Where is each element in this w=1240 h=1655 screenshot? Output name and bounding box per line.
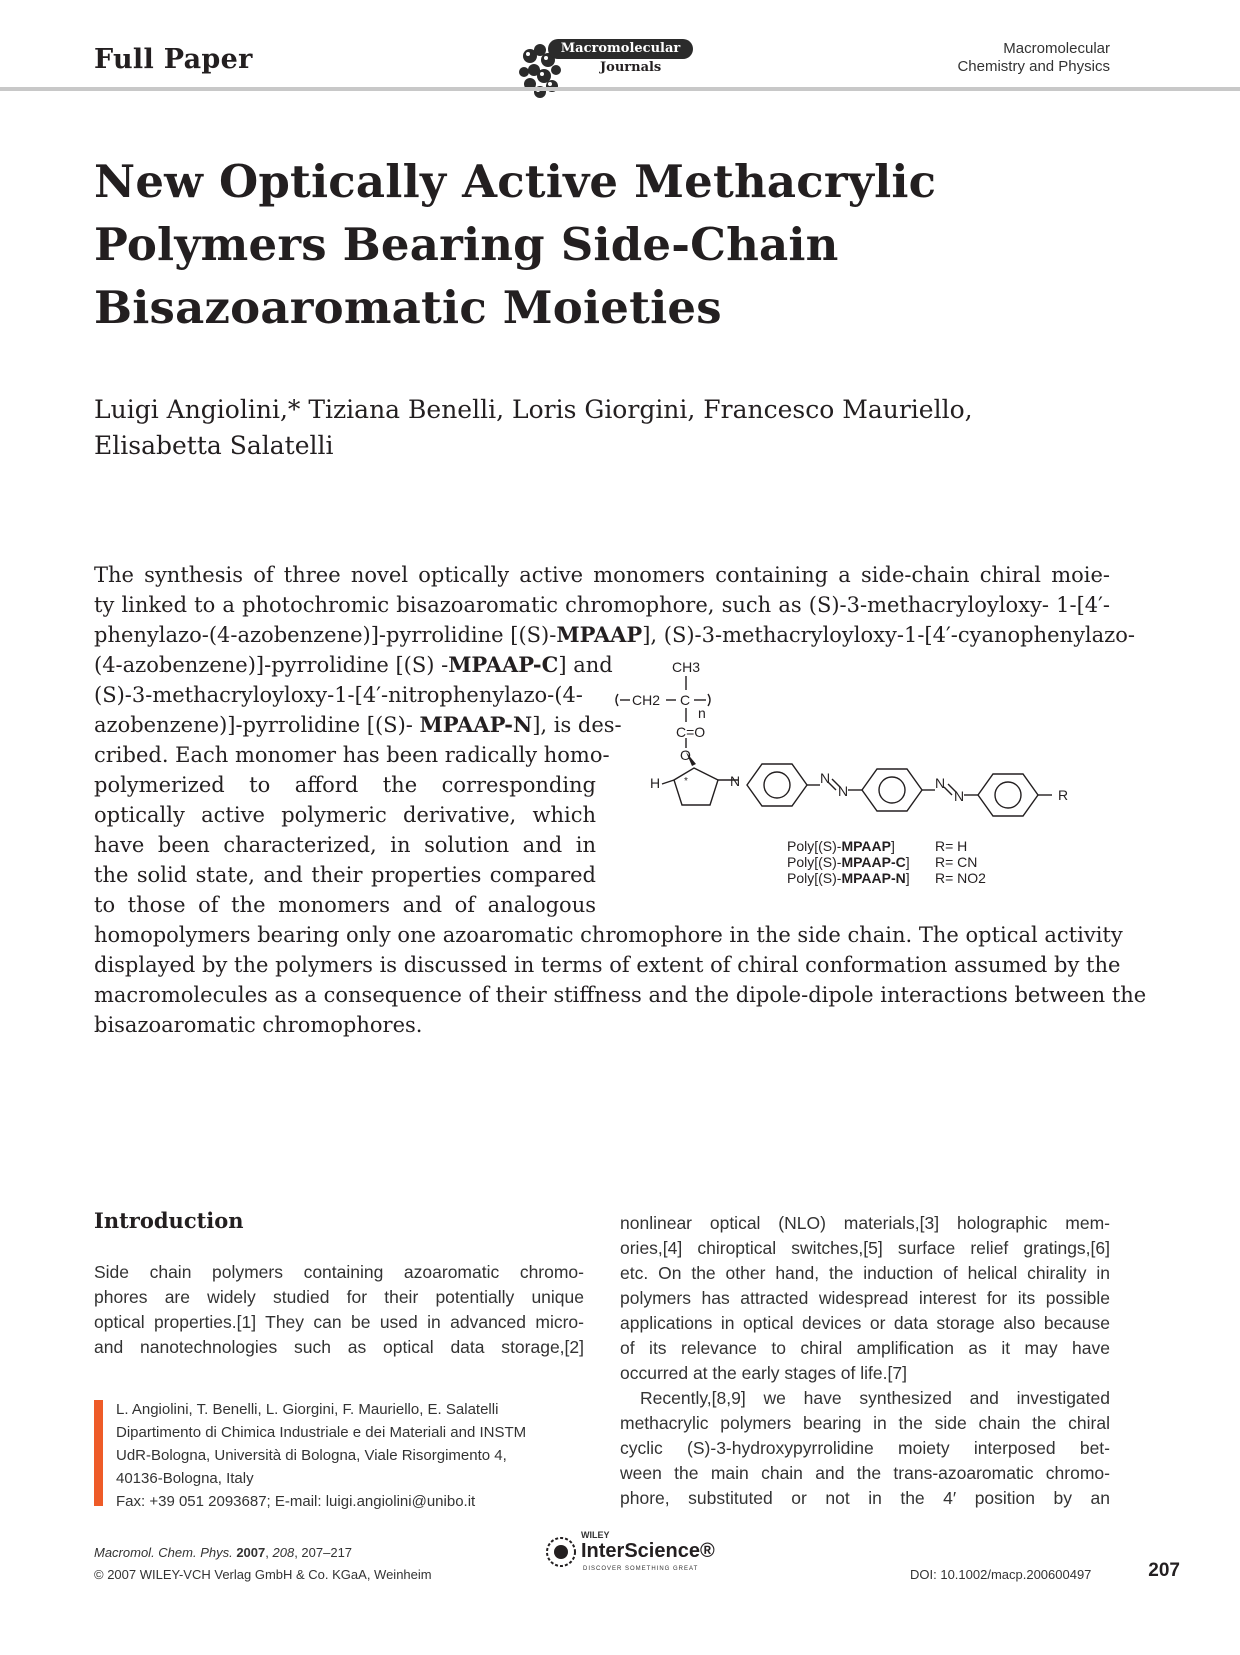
abstract-line: macromolecules as a consequence of their stiffness and the dipole-dipole interactions between the [94,983,1147,1007]
abstract-line: ty linked to a photochromic bisazoaromatic chromophore, such as (S)-3-methacryloyloxy- 1-[4′- [94,593,1110,617]
authors-line2: Elisabetta Salatelli [94,431,334,460]
abstract-line: (S)-3-methacryloyloxy-1-[4′-nitrophenylazo-(4- [94,683,583,707]
logo-title: Macromolecular [548,39,693,59]
abstract-line: azobenzene)]-pyrrolidine [(S)- MPAAP-N], is des- [94,712,622,737]
abstract-line: optically active polymeric derivative, which [94,803,596,827]
body-line: and nanotechnologies such as optical data storage,[2] [94,1337,584,1357]
affiliation-accent-bar [94,1400,103,1506]
publisher-small: WILEY [581,1530,610,1540]
azo-n2-label: N [838,783,849,799]
azo-n3-label: N [935,775,946,791]
body-line: ween the main chain and the trans-azoaromatic chromo- [620,1463,1110,1483]
carbonyl-label: C=O [676,724,706,740]
body-line: cyclic (S)-3-hydroxypyrrolidine moiety interposed bet- [620,1438,1110,1458]
abstract-line: displayed by the polymers is discussed in terms of extent of chiral conformation assumed by the [94,953,1121,977]
section-label: Full Paper [94,44,253,75]
abstract-line: polymerized to afford the corresponding [94,773,596,797]
repeat-n-label: n [698,705,706,721]
body-line: applications in optical devices or data storage also because [620,1313,1110,1333]
body-line: phore, substituted or not in the 4′ position by an [620,1488,1110,1508]
affiliation-city: 40136-Bologna, Italy [116,1470,254,1487]
ester-oxygen-label: O [680,747,691,763]
publisher-name: InterScience® [581,1540,715,1562]
polymer-label-row: Poly[(S)-MPAAP-C] R= CN [787,854,978,870]
affiliation-contact: Fax: +39 051 2093687; E-mail: luigi.angiolini@unibo.it [116,1493,476,1510]
abstract-line: bisazoaromatic chromophores. [94,1013,423,1037]
paper-title: New Optically Active Methacrylic Polymers Bearing Side-Chain Bisazoaromatic Moieties [94,155,937,334]
abstract-line: cribed. Each monomer has been radically homo- [94,743,610,767]
journal-name [957,40,1110,76]
affiliation-department: Dipartimento di Chimica Industriale e dei Materiali and INSTM [116,1424,527,1441]
polymer-label-row: Poly[(S)-MPAAP] R= H [787,838,968,854]
substituent-r-label: R [1058,787,1069,803]
body-line: methacrylic polymers bearing in the side chain the chiral [620,1413,1110,1433]
ring-nitrogen-label: N [730,773,741,789]
author-list [94,392,1154,464]
abstract-line: (4-azobenzene)]-pyrrolidine [(S) -MPAAP-C] and [94,652,613,677]
polymer-label-row: Poly[(S)-MPAAP-N] R= NO2 [787,870,986,886]
azo-n4-label: N [954,788,965,804]
body-line: polymers has attracted widespread interest for its possible [620,1288,1110,1308]
affiliation-address: UdR-Bologna, Università di Bologna, Viale Risorgimento 4, [116,1447,507,1464]
body-line: ories,[4] chiroptical switches,[5] surface relief gratings,[6] [620,1238,1110,1258]
hydrogen-label: H [650,775,661,791]
stereocenter-label: * [684,776,688,787]
abstract-line: phenylazo-(4-azobenzene)]-pyrrolidine [(S)-MPAAP], (S)-3-methacryloyloxy-1-[4′-cyanophenylazo- [94,622,1135,647]
body-line: Recently,[8,9] we have synthesized and investigated [640,1388,1110,1408]
section-heading-introduction: Introduction [94,1208,244,1233]
citation: Macromol. Chem. Phys. 2007, 208, 207–217 [94,1545,353,1560]
body-line: phores are widely studied for their potentially unique [94,1287,584,1307]
globe-icon [543,1534,579,1570]
doi: DOI: 10.1002/macp.200600497 [910,1567,1092,1582]
logo-subtitle: Journals [600,60,662,75]
publisher-logo [543,1530,733,1580]
azo-n1-label: N [820,770,831,786]
affiliation-authors: L. Angiolini, T. Benelli, L. Giorgini, F. Mauriello, E. Salatelli [116,1401,499,1418]
copyright: © 2007 WILEY-VCH Verlag GmbH & Co. KGaA, Weinheim [94,1567,432,1582]
abstract-line: have been characterized, in solution and in [94,833,596,857]
abstract-line: The synthesis of three novel optically active monomers containing a side-chain chiral moie- [94,563,1110,587]
publisher-tagline: DISCOVER SOMETHING GREAT [583,1566,699,1572]
methyl-label: CH3 [672,660,701,675]
journal-name-line1: Macromolecular [1003,40,1110,57]
authors-line1: Luigi Angiolini,* Tiziana Benelli, Loris Giorgini, Francesco Mauriello, [94,395,973,424]
journal-name-line2: Chemistry and Physics [957,58,1110,75]
abstract-line: homopolymers bearing only one azoaromatic chromophore in the side chain. The optical activity [94,923,1123,947]
body-line: Side chain polymers containing azoaromatic chromo- [94,1262,584,1282]
header-rule [0,87,1240,91]
abstract-line: the solid state, and their properties compared [94,863,596,887]
body-line: etc. On the other hand, the induction of helical chirality in [620,1263,1110,1283]
abstract-line: to those of the monomers and of analogous [94,893,596,917]
body-line: optical properties.[1] They can be used in advanced micro- [94,1312,584,1332]
body-line: of its relevance to chiral amplification as it may have [620,1338,1110,1358]
page-number: 207 [1148,1560,1180,1581]
polymer-label-list [787,838,986,886]
body-line: occurred at the early stages of life.[7] [620,1363,907,1383]
backbone-carbon-label: C [680,692,691,708]
body-line: nonlinear optical (NLO) materials,[3] holographic mem- [620,1213,1110,1233]
methylene-label: CH2 [632,692,661,708]
